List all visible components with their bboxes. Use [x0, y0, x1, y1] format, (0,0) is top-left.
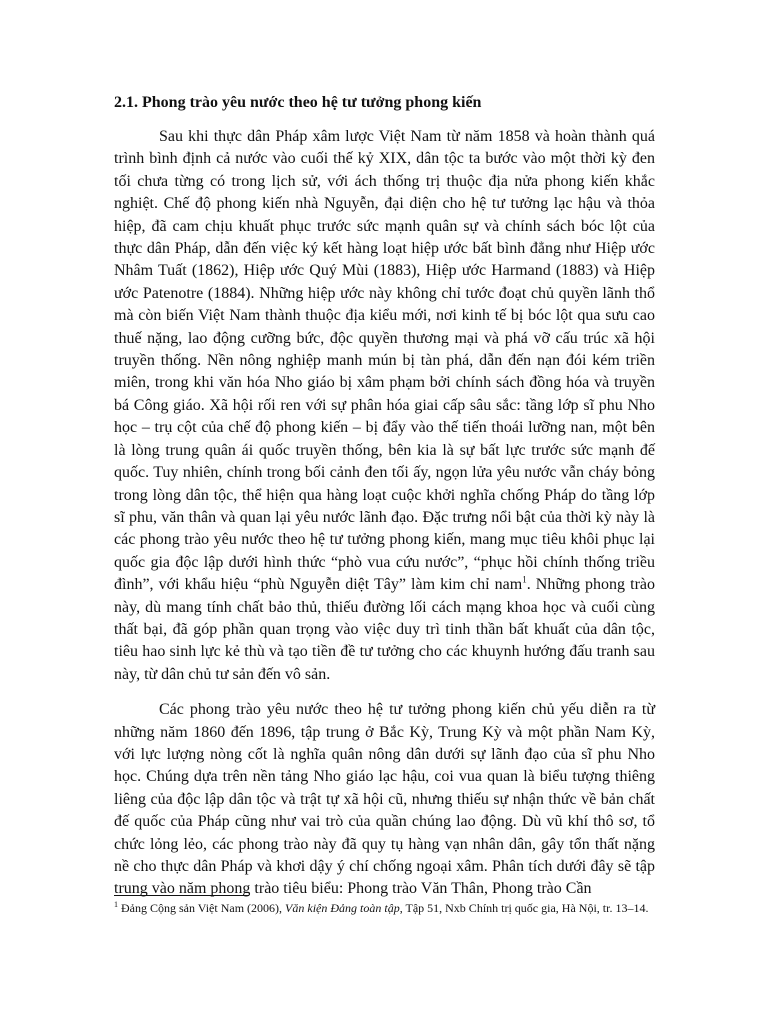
- footnote-reference[interactable]: 1: [522, 574, 527, 585]
- footnote-divider: [114, 895, 249, 896]
- paragraph-2: Các phong trào yêu nước theo hệ tư tưởng phong kiến chủ yếu diễn ra từ những năm 1860 đến 1896, tập trung ở Bắc Kỳ, Trung Kỳ và một phần Nam Kỳ, với lực lượng nòng cốt là nghĩa quân nông dân dưới sự lãnh đạo của sĩ phu Nho học. Chúng dựa trên nền tảng Nho giáo lạc hậu, coi vua quan là biểu tượng thiêng liêng của độc lập dân tộc và trật tự xã hội cũ, nhưng thiếu sự nhận thức về bản chất đế quốc của Pháp cũng như vai trò của quần chúng lao động. Dù vũ khí thô sơ, tổ chức lỏng lẻo, các phong trào này đã quy tụ hàng vạn nhân dân, gây tổn thất nặng nề cho thực dân Pháp và khơi dậy ý chí chống ngoại xâm. Phân tích dưới đây sẽ tập trung vào năm phong trào tiêu biểu: Phong trào Văn Thân, Phong trào Cần: [114, 701, 655, 898]
- section-heading: 2.1. Phong trào yêu nước theo hệ tư tưởng phong kiến: [114, 94, 482, 111]
- document-page: [114, 92, 655, 914]
- footnote-title: Văn kiện Đảng toàn tập: [285, 901, 400, 915]
- paragraph-1-text-after: . Những phong trào này, dù mang tính chất bảo thủ, thiếu đường lối cách mạng khoa học và cuối cùng thất bại, đã góp phần quan trọng vào việc duy trì tinh thần bất khuất của dân tộc, tiêu hao sinh lực kẻ thù và tạo tiền đề tư tưởng cho các khuynh hướng đấu tranh sau này, từ dân chủ tư sản đến vô sản.: [114, 576, 655, 683]
- footnote-text-before: Đảng Cộng sản Việt Nam (2006),: [118, 901, 286, 915]
- paragraph-1-text: Sau khi thực dân Pháp xâm lược Việt Nam từ năm 1858 và hoàn thành quá trình bình định cả nước vào cuối thế kỷ XIX, dân tộc ta bước vào một thời kỳ đen tối chưa từng có trong lịch sử, với ách thống trị thuộc địa nửa phong kiến khắc nghiệt. Chế độ phong kiến nhà Nguyễn, đại diện cho hệ tư tưởng lạc hậu và thỏa hiệp, đã cam chịu khuất phục trước sức mạnh quân sự và chính sách bóc lột của thực dân Pháp, dẫn đến việc ký kết hàng loạt hiệp ước bất bình đẳng như Hiệp ước Nhâm Tuất (1862), Hiệp ước Quý Mùi (1883), Hiệp ước Harmand (1883) và Hiệp ước Patenotre (1884). Những hiệp ước này không chỉ tước đoạt chủ quyền lãnh thổ mà còn biến Việt Nam thành thuộc địa kiểu mới, nơi kinh tế bị bóc lột qua sưu cao thuế nặng, lao động cưỡng bức, độc quyền thương mại và phá vỡ cấu trúc xã hội truyền thống. Nền nông nghiệp manh mún bị tàn phá, dẫn đến nạn đói kém triền miên, trong khi văn hóa Nho giáo bị xâm phạm bởi chính sách đồng hóa và truyền bá Công giáo. Xã hội rối ren với sự phân hóa giai cấp sâu sắc: tầng lớp sĩ phu Nho học – trụ cột của chế độ phong kiến – bị đẩy vào thế tiến thoái lưỡng nan, một bên là lòng trung quân ái quốc truyền thống, bên kia là sự bất lực trước sức mạnh đế quốc. Tuy nhiên, chính trong bối cảnh đen tối ấy, ngọn lửa yêu nước vẫn cháy bỏng trong lòng dân tộc, thể hiện qua hàng loạt cuộc khởi nghĩa chống Pháp do tầng lớp sĩ phu, văn thân và quan lại yêu nước lãnh đạo. Đặc trưng nổi bật của thời kỳ này là các phong trào yêu nước theo hệ tư tưởng phong kiến, mang mục tiêu khôi phục lại quốc gia độc lập dưới hình thức “phò vua cứu nước”, “phục hồi chính thống triều đình”, với khẩu hiệu “phù Nguyễn diệt Tây” làm kim chỉ nam: [114, 128, 655, 594]
- footnote-text-after: , Tập 51, Nxb Chính trị quốc gia, Hà Nội, tr. 13–14.: [399, 901, 649, 915]
- footnote-marker: 1: [114, 900, 118, 909]
- footnote: [114, 900, 655, 916]
- paragraph-1: [114, 126, 655, 686]
